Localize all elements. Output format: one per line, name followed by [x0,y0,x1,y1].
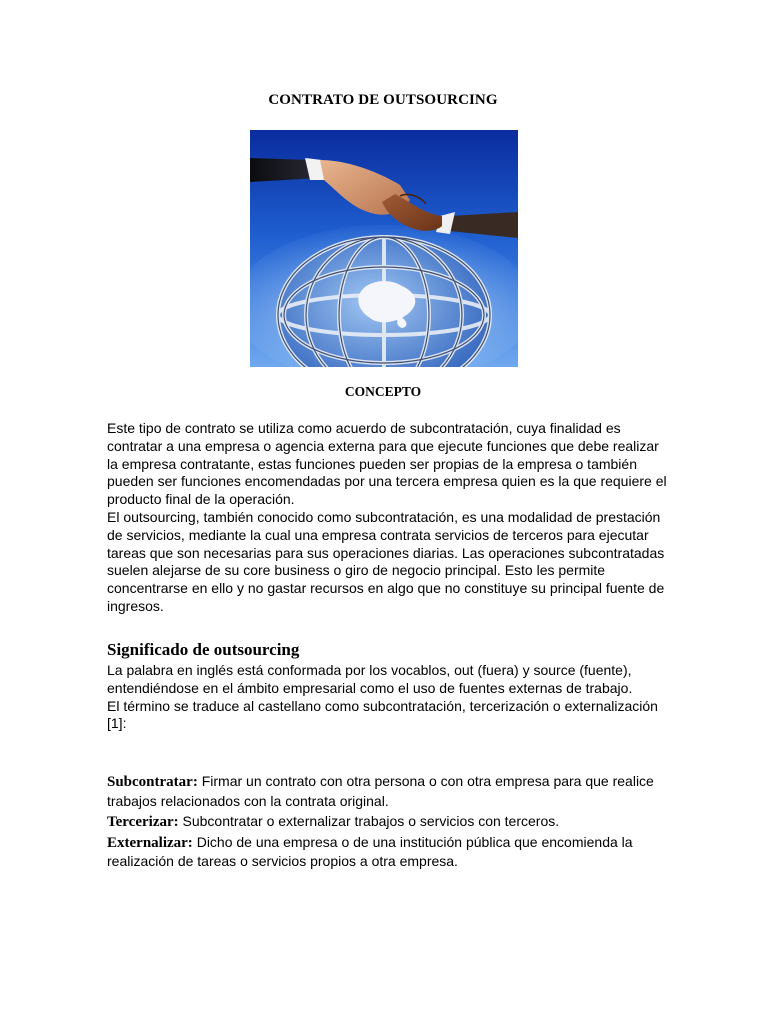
section-title-significado: Significado de outsourcing [107,640,300,659]
significado-paragraph: La palabra en inglés está conformada por los vocablos, out (fuera) y source (fuente), entendiéndose en el ámbito empresarial como el uso de fuentes externas de trabajo. [107,662,633,696]
definition-text: Dicho de una empresa o de una institución pública que encomienda la realización de tareas o servicios propios a otra empresa. [107,833,633,869]
concept-paragraph: Este tipo de contrato se utiliza como acuerdo de subcontratación, cuya finalidad es contratar a una empresa o agencia externa para que ejecute funciones que debe realizar la empresa contratante, estas funciones pueden ser propias de la empresa o también pueden ser funciones encomendadas por una tercera empresa quien es la que requiere el producto final de la operación. [107,420,667,508]
definition-term: Subcontratar: [107,774,198,790]
definition-text: Subcontratar o externalizar trabajos o servicios con terceros. [178,812,560,829]
significado-paragraph: El término se traduce al castellano como subcontratación, tercerización o externalización [1]: [107,697,658,732]
concept-paragraph: El outsourcing, también conocido como subcontratación, es una modalidad de prestación de servicios, mediante la cual una empresa contrata servicios de terceros para ejecutar tareas que son necesarias para sus operaciones diarias. Las operaciones subcontratadas suelen alejarse de su core business o giro de negocio principal. Esto les permite concentrarse en ello y no gastar recursos en algo que no constituye su principal fuente de ingresos. [107,508,665,614]
definition-text: Firmar un contrato con otra persona o con otra empresa para que realice trabajos relacionados con la contrata original. [107,773,654,809]
handshake-globe-image [250,130,518,367]
definition-term: Externalizar: [107,834,193,851]
significado-text [107,662,667,733]
section-title-concepto: CONCEPTO [344,384,422,399]
definition-item [107,812,667,832]
definition-item [107,772,667,810]
definition-term: Tercerizar: [107,813,179,830]
document-title: CONTRATO DE OUTSOURCING [268,92,498,108]
concept-text [107,420,667,616]
definitions-list [107,772,667,872]
definition-item [107,833,667,871]
